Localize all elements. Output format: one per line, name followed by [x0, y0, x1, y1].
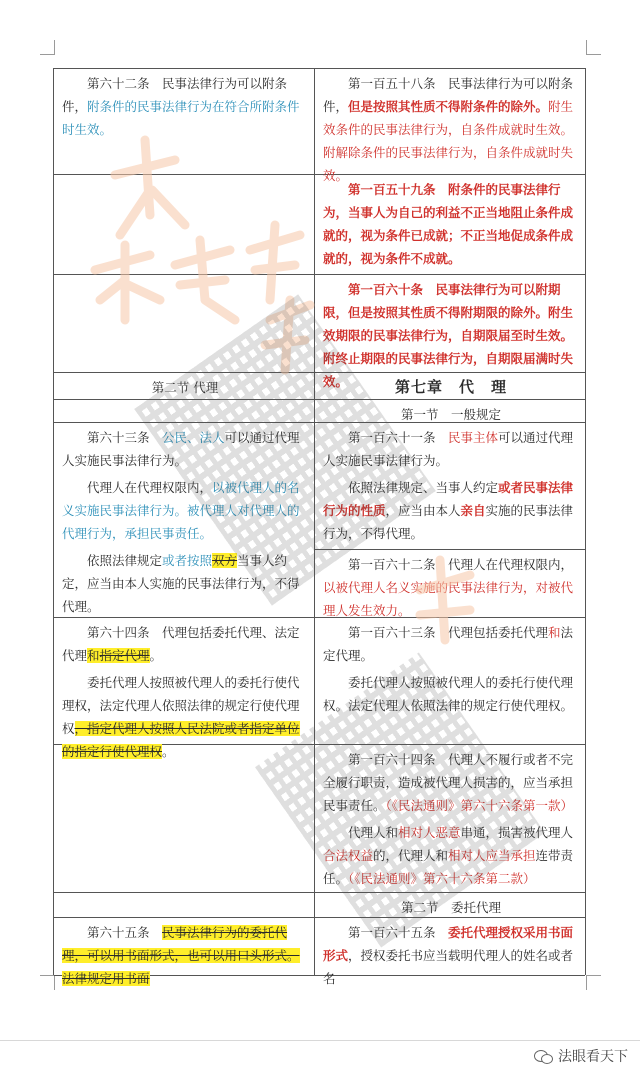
text-run: 附生效条件的民事法律行为，自条件成就时生效。附解除条件的民事法律行为，自条件成就时失效。: [323, 99, 574, 183]
footer: [0, 1040, 640, 1067]
text-run: 法定代理。: [323, 625, 574, 663]
clause-paragraph: [323, 553, 579, 622]
text-run: 实施的民事法律行为，不得代理。: [323, 503, 574, 541]
subcell-divider: [315, 549, 585, 622]
clause-paragraph: [62, 921, 308, 990]
text-run: 依照法律规定: [87, 553, 163, 568]
text-run: ，应当由本人: [385, 503, 461, 518]
text-run: 。: [162, 744, 175, 759]
table-row: [54, 373, 585, 400]
old-law-cell: [54, 275, 315, 372]
text-run: 第六十五条: [87, 925, 163, 940]
table-row: [54, 745, 585, 893]
old-law-cell: [54, 618, 315, 759]
crop-mark-bottom-right: [586, 975, 601, 990]
clause-paragraph: [62, 72, 308, 141]
new-law-cell: [315, 745, 585, 892]
text-run: 或者按照: [162, 553, 213, 568]
old-law-cell: [54, 918, 315, 986]
text-run: 连带责任。: [323, 848, 574, 886]
text-run: （《民法通则》第六十六条第一款）: [385, 798, 574, 813]
old-law-cell: [54, 423, 315, 617]
text-run: 第一百六十一条: [348, 430, 449, 445]
new-law-cell: [315, 69, 585, 183]
text-run: 第六十四条 代理包括委托代理、法定代理: [62, 625, 300, 663]
old-law-cell: [54, 400, 315, 422]
text-run: 串通，损害被代理人: [460, 825, 574, 840]
text-run: ，指定代理人按照人民法院或者指定单位的指定行使代理权: [62, 721, 300, 759]
clause-paragraph: [323, 426, 579, 472]
text-run: 依照法律规定、当事人约定: [348, 480, 499, 495]
comparison-table: [53, 68, 586, 986]
new-law-cell: [315, 175, 585, 274]
text-run: ，授权委托书应当载明代理人的姓名或者名: [323, 948, 574, 986]
text-run: 但是按照其性质不得附条件的除外。: [348, 99, 549, 114]
brand-signature: [534, 1046, 628, 1066]
crop-mark-top-left: [40, 40, 55, 55]
table-row: [54, 69, 585, 183]
text-run: 的，代理人和: [373, 848, 449, 863]
old-law-cell: [54, 175, 315, 274]
text-run: 双方: [212, 553, 238, 568]
text-run: 代理人在代理权限内，: [87, 480, 213, 495]
text-run: 第一百六十条 民事法律行为可以附期限，但是按照其性质不得附期限的除外。附生效期限的民事法律行为，自期限届至时生效。附终止期限的民事法律行为，自期限届满时失效。: [323, 282, 574, 389]
brand-label: 法眼看天下: [558, 1049, 628, 1065]
old-law-cell: [54, 373, 315, 399]
new-law-cell: [315, 373, 585, 399]
clause-paragraph: [323, 621, 579, 667]
text-run: 和: [548, 625, 561, 640]
text-run: 委托代理授权采用书面形式: [323, 925, 574, 963]
table-row: [54, 423, 585, 618]
text-run: 附条件的民事法律行为在符合所附条件时生效。: [62, 99, 300, 137]
text-run: 相对人应当承担: [448, 848, 536, 863]
text-run: 可以通过代理人实施民事法律行为。: [62, 430, 300, 468]
text-run: 委托代理人按照被代理人的委托行使代理权。法定代理人依照法律的规定行使代理权。: [323, 675, 574, 713]
text-run: 或者民事法律行为的性质: [323, 480, 574, 518]
text-run: 第一百六十四条 代理人不履行或者不完全履行职责，造成被代理人损害的，应当承担民事责任。: [323, 752, 574, 813]
table-row: [54, 400, 585, 423]
clause-paragraph: [62, 426, 308, 472]
text-run: 第一百六十五条: [348, 925, 449, 940]
wechat-icon: [534, 1049, 552, 1064]
text-run: 代理人和: [348, 825, 399, 840]
text-run: 公民、法人: [162, 430, 225, 445]
text-run: 第一百六十三条 代理包括委托代理: [348, 625, 549, 640]
old-law-cell: [54, 893, 315, 917]
text-run: 当事人约定，应当由本人实施的民事法律行为，不得代理。: [62, 553, 300, 614]
clause-paragraph: [62, 549, 308, 618]
text-run: 委托代理人按照被代理人的委托行使代理权，法定代理人依照法律的规定行使代理权: [62, 675, 300, 736]
table-row: [54, 918, 585, 986]
clause-paragraph: [323, 748, 579, 817]
clause-paragraph: [323, 921, 579, 990]
clause-paragraph: [323, 476, 579, 545]
clause-paragraph: [323, 178, 579, 270]
new-law-cell: [315, 893, 585, 917]
clause-paragraph: [62, 476, 308, 545]
clause-paragraph: [323, 821, 579, 890]
text-run: 民事主体: [448, 430, 499, 445]
old-law-cell: [54, 745, 315, 892]
text-run: 第一百六十二条 代理人在代理权限内，: [348, 557, 574, 572]
text-run: 第六十三条: [87, 430, 163, 445]
footer-divider: [0, 1040, 640, 1041]
clause-paragraph: [323, 671, 579, 717]
text-run: 。: [149, 648, 163, 663]
table-row: [54, 893, 585, 918]
text-run: 第一百五十九条 附条件的民事法律行为，当事人为自己的利益不正当地阻止条件成就的，视为条件已成就；不正当地促成条件成就的，视为条件不成就。: [323, 182, 574, 266]
text-run: 亲自: [460, 503, 486, 518]
text-run: 以被代理人名义实施的民事法律行为，对被代理人发生效力。: [323, 580, 574, 618]
chapter-heading: 第七章 代 理: [394, 378, 507, 396]
text-run: 可以通过代理人实施民事法律行为。: [323, 430, 574, 468]
text-run: 和: [87, 648, 100, 663]
text-run: 合法权益: [323, 848, 374, 863]
text-run: 第一百五十八条 民事法律行为可以附条件，: [323, 76, 574, 114]
text-run: 第六十二条 民事法律行为可以附条件，: [62, 76, 288, 114]
crop-mark-bottom-left: [40, 975, 55, 990]
clause-paragraph: [62, 621, 308, 667]
text-run: 指定代理: [99, 648, 150, 663]
new-law-cell: [315, 400, 585, 422]
clause-paragraph: [323, 72, 579, 187]
new-law-cell: [315, 618, 585, 744]
section-heading-old: 第二节 代理: [151, 380, 219, 395]
old-law-cell: [54, 69, 315, 174]
text-run: 相对人恶意: [398, 825, 461, 840]
section-heading-new: 第二节 委托代理: [400, 900, 501, 915]
table-row: [54, 618, 585, 759]
text-run: 以被代理人的名义实施民事法律行为。被代理人对代理人的代理行为，承担民事责任。: [62, 480, 300, 541]
text-run: （《民法通则》第六十六条第二款）: [348, 871, 536, 886]
new-law-cell: [315, 918, 585, 986]
table-row: [54, 175, 585, 275]
text-run: 民事法律行为的委托代理，可以用书面形式，也可以用口头形式。法律规定用书面: [62, 925, 300, 986]
new-law-cell: [315, 423, 585, 617]
crop-mark-top-right: [586, 40, 601, 55]
section-heading-new: 第一节 一般规定: [400, 407, 501, 422]
